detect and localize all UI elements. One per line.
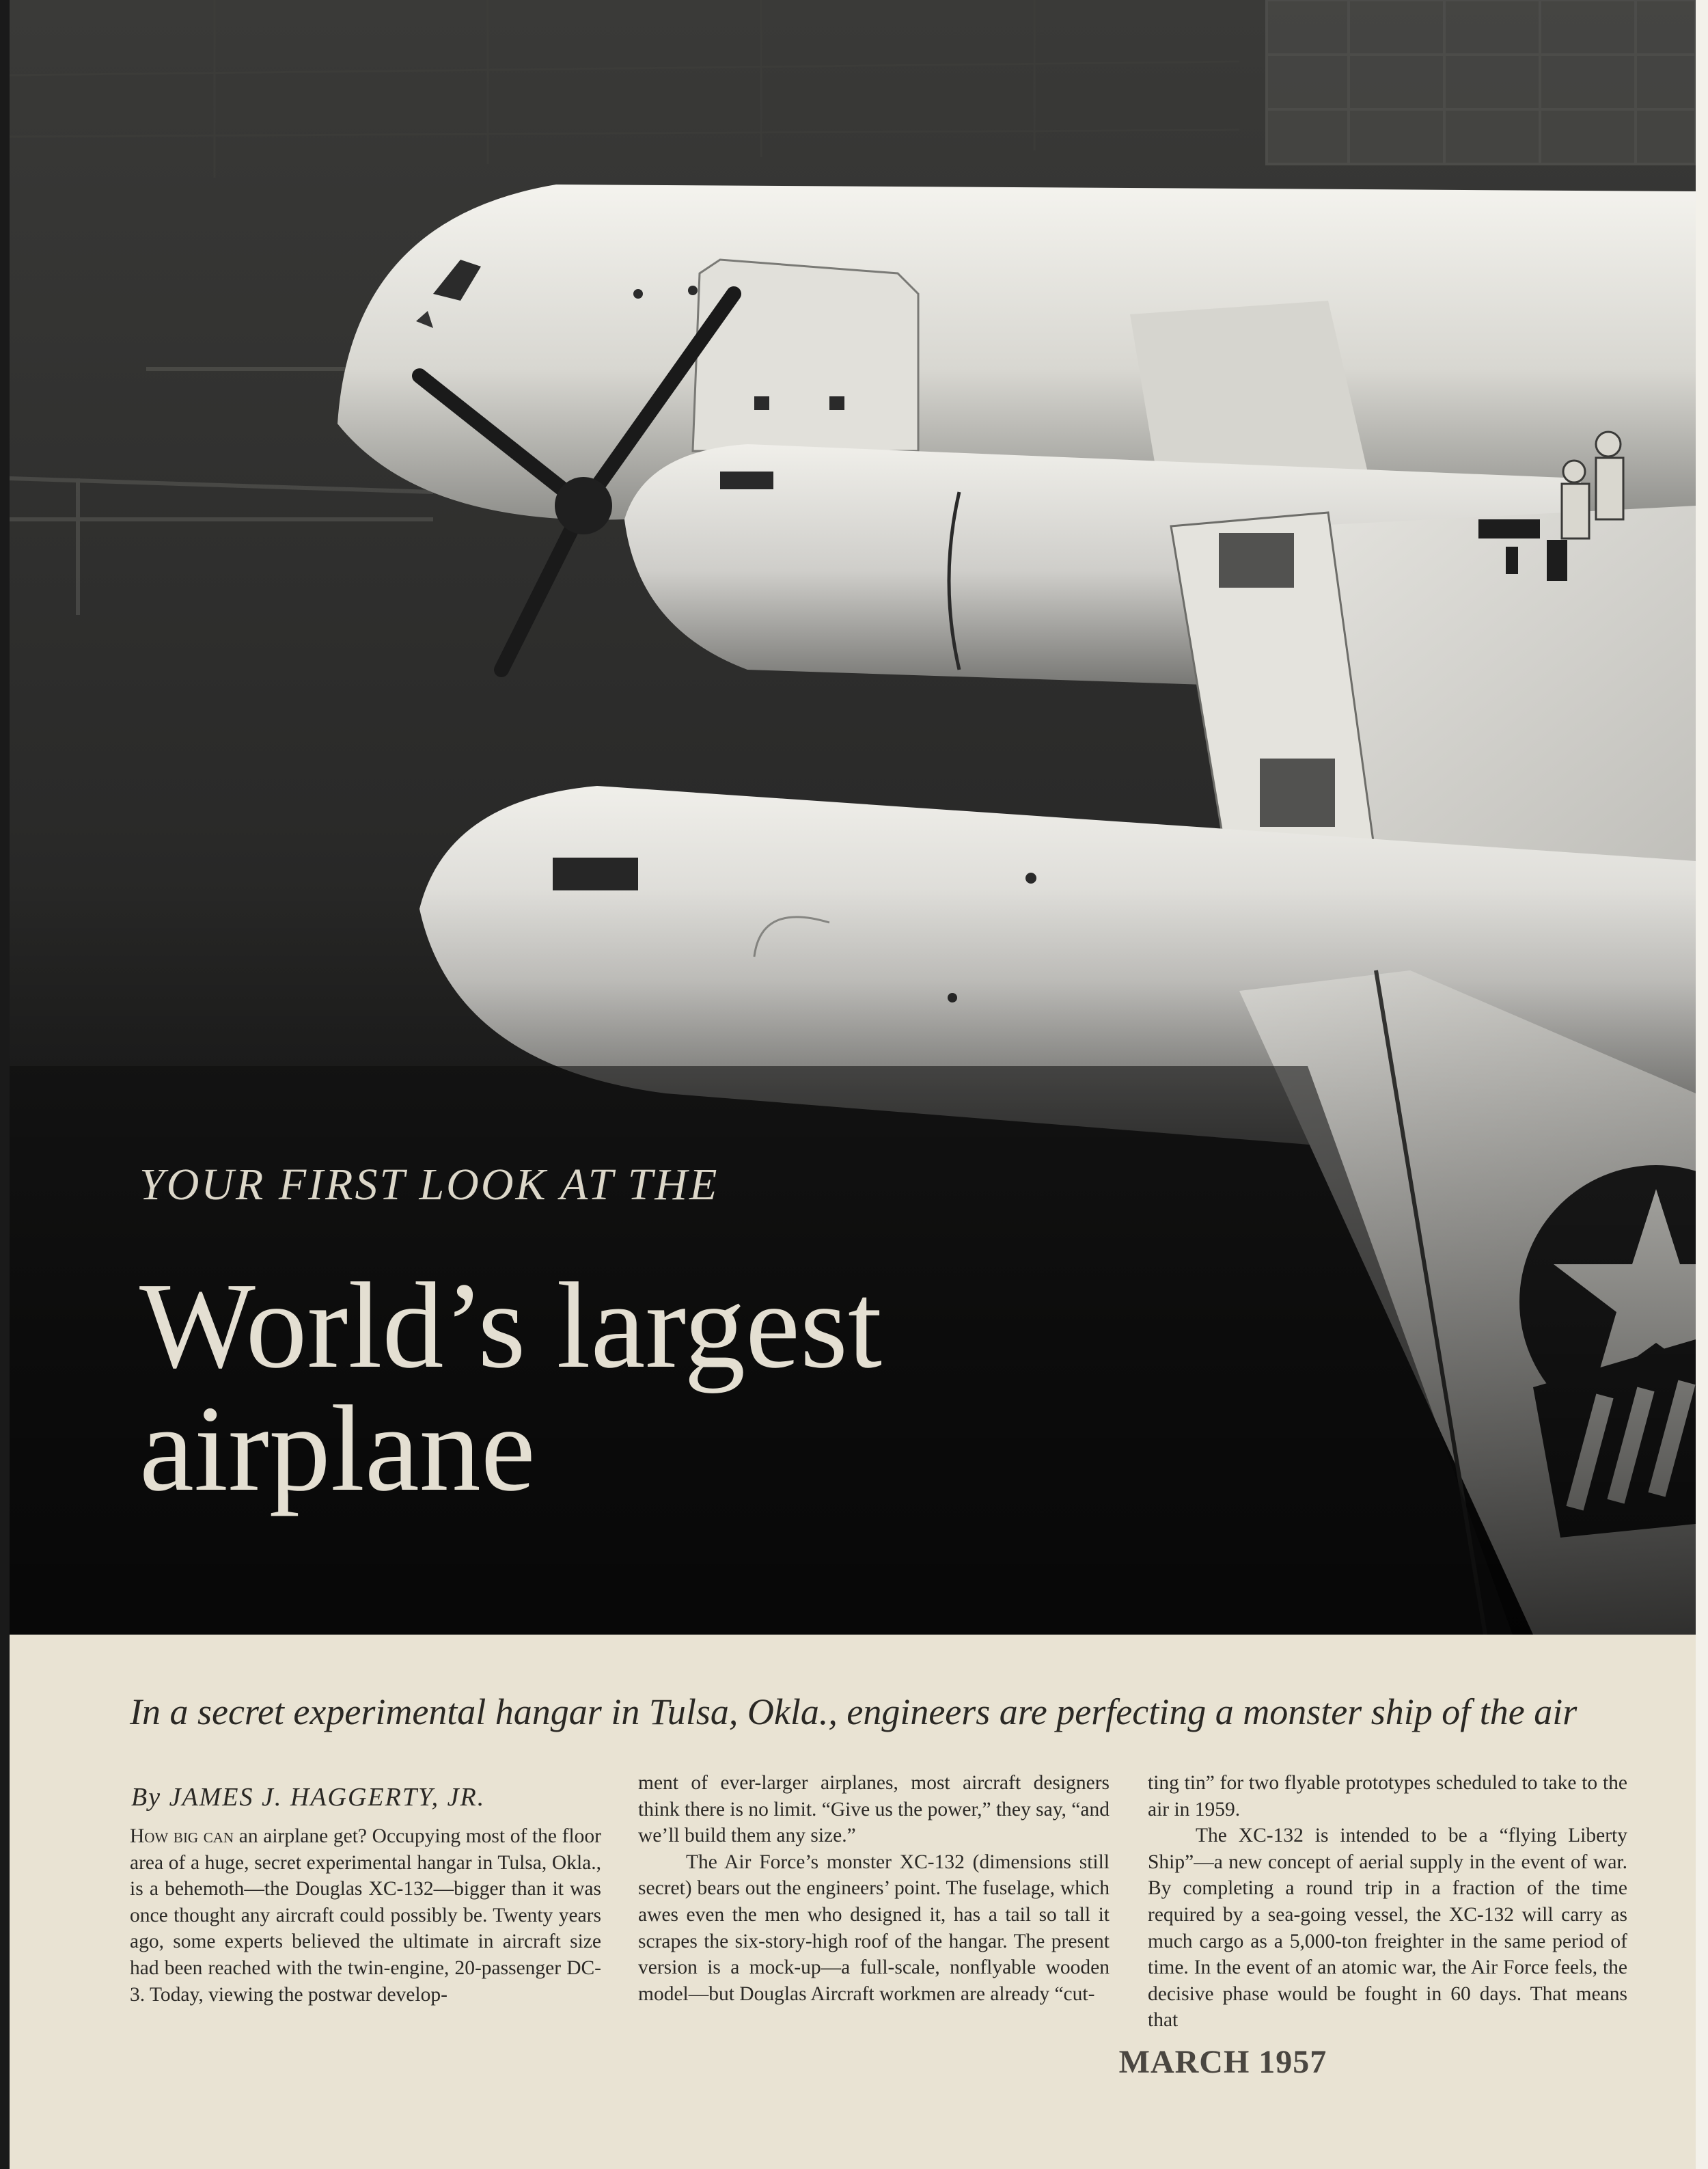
column-3-paragraph-1: ting tin” for two flyable prototypes scheduled to take to the air in 1959.	[1148, 1772, 1627, 1820]
column-2-paragraph-1: ment of ever-larger airplanes, most aircraft designers think there is no limit. “Give us the power,” they say, “and we’ll build them any size.”	[638, 1772, 1110, 1847]
headline-line-1: World’s largest	[139, 1257, 883, 1393]
headline-line-2: airplane	[139, 1380, 536, 1516]
column-1	[130, 1823, 601, 2008]
scan-edge-right	[1696, 0, 1708, 2169]
column-3-paragraph-2: The XC-132 is intended to be a “flying Liberty Ship”—a new concept of aerial supply in the event of war. By completing a round trip in a fraction of the time required by a sea-going vessel, the XC-132 will carry as much cargo as a 5,000-ton freighter in the same period of time. In the event of an atomic war, the Air Force feels, the decisive phase would be fought in 60 days. That means that	[1148, 1825, 1627, 2032]
column-1-text: an airplane get? Occupying most of the floor area of a huge, secret experimental hangar in Tulsa, Okla., is a behemoth—the Douglas XC-132—bigger than it was once thought any aircraft could possibly be. Twenty years ago, some experts believed the ultimate in aircraft size had been reached with the twin-engine, 20-passenger DC-3. Today, viewing the postwar develop-	[130, 1825, 601, 2006]
article-headline	[139, 1257, 1164, 1516]
issue-date: MARCH 1957	[1118, 2044, 1327, 2080]
article-deck: In a secret experimental hangar in Tulsa, Okla., engineers are perfecting a monster ship of the air	[130, 1691, 1578, 1732]
column-3	[1148, 1770, 1627, 2034]
article-byline: By JAMES J. HAGGERTY, JR.	[131, 1783, 486, 1812]
aircraft-photo	[10, 0, 1696, 1635]
scan-edge-left	[0, 0, 10, 2169]
column-2-paragraph-2: The Air Force’s monster XC-132 (dimensions still secret) bears out the engineers’ point. The fuselage, which awes even the men who designed it, has a tail so tall it scrapes the six-story-high roof of the hangar. The present version is a mock-up—a full-scale, nonflyable wooden model—but Douglas Aircraft workmen are already “cut-	[638, 1851, 1110, 2005]
article-text-area	[102, 1635, 1633, 2169]
lead-in: How big can	[130, 1825, 234, 1847]
column-2	[638, 1770, 1110, 2007]
column-1-paragraph	[130, 1823, 601, 2008]
article-kicker: YOUR FIRST LOOK AT THE	[139, 1160, 719, 1210]
